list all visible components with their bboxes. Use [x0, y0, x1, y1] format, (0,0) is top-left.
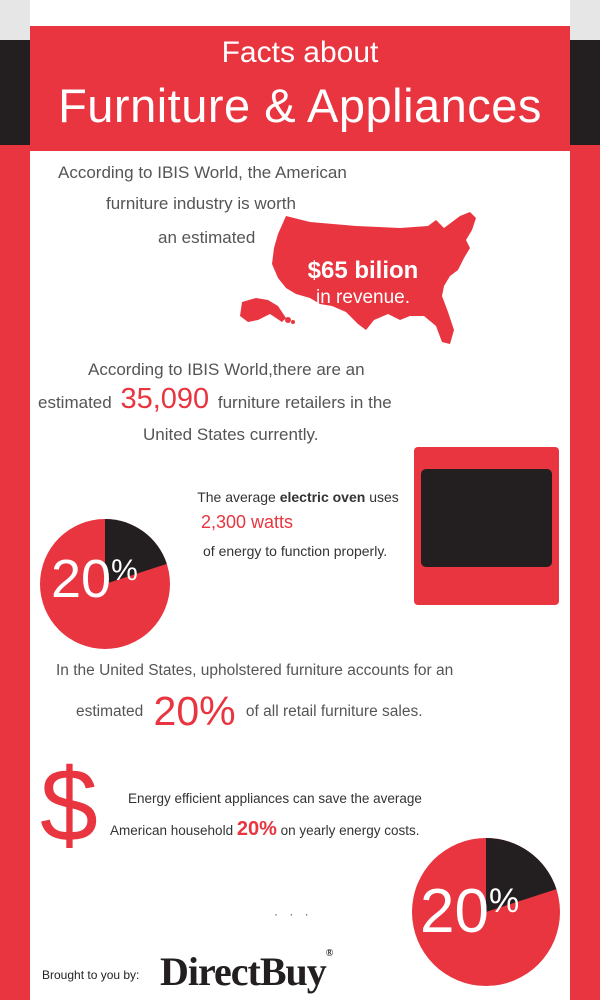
revenue-amount: $65 bilion — [307, 257, 419, 284]
revenue-suffix: in revenue. — [315, 287, 410, 308]
top-left-cap — [0, 0, 30, 40]
right-border — [570, 0, 600, 1000]
energy-pct: 20% — [236, 818, 277, 840]
fact2-line2 — [38, 384, 392, 418]
fact1-line3: an estimated — [158, 228, 256, 247]
retailer-count: 35,090 — [120, 383, 210, 415]
fact4-suffix: of all retail furniture sales. — [245, 703, 423, 720]
oven-window — [421, 469, 552, 567]
dollar-icon: $ — [40, 748, 98, 864]
fact4-prefix: estimated — [76, 703, 144, 720]
fact4-line1: In the United States, upholstered furniture accounts for an — [56, 662, 454, 679]
fact1-line2: furniture industry is worth — [106, 194, 296, 213]
fact2-suffix: furniture retailers in the — [217, 393, 392, 412]
fact3-line1 — [188, 486, 408, 508]
pie2-label — [420, 876, 519, 947]
fact3-prefix: The average — [197, 489, 276, 505]
directbuy-logo — [160, 948, 332, 995]
fact5-line1: Energy efficient appliances can save the average — [128, 791, 422, 806]
fact2-line1: According to IBIS World,there are an — [88, 360, 365, 379]
oven-watts: 2,300 watts — [200, 512, 294, 532]
brought-by: Brought to you by: — [42, 968, 140, 982]
fact3-suffix: uses — [369, 489, 399, 505]
pie1-number: 20 — [51, 549, 112, 609]
fact1-line1: According to IBIS World, the American — [58, 163, 347, 182]
top-right-cap — [570, 0, 600, 40]
upholstered-pct: 20% — [153, 688, 236, 734]
fact3-oven: electric oven — [279, 489, 366, 505]
fact4-line2 — [76, 688, 423, 735]
fact2-prefix: estimated — [38, 393, 112, 412]
pie2-sup: % — [488, 882, 520, 920]
fact5-suffix: on yearly energy costs. — [280, 823, 420, 838]
fact5-prefix: American household — [110, 823, 234, 838]
fact2-line3: United States currently. — [143, 425, 319, 444]
brand-name: DirectBuy — [160, 949, 326, 994]
title-line-2: Furniture & Appliances — [58, 79, 542, 132]
brand-reg: ® — [325, 948, 333, 959]
pie2-number: 20 — [420, 877, 489, 946]
title-banner — [30, 26, 570, 151]
pie1-sup: % — [111, 554, 138, 587]
left-border — [0, 0, 30, 1000]
oven-icon — [414, 447, 559, 605]
faint-dots: · · · — [274, 907, 313, 921]
fact3-line3: of energy to function properly. — [203, 543, 388, 559]
pie1-label — [51, 548, 138, 610]
title-line-1: Facts about — [221, 36, 379, 69]
fact5-line2 — [110, 818, 419, 842]
